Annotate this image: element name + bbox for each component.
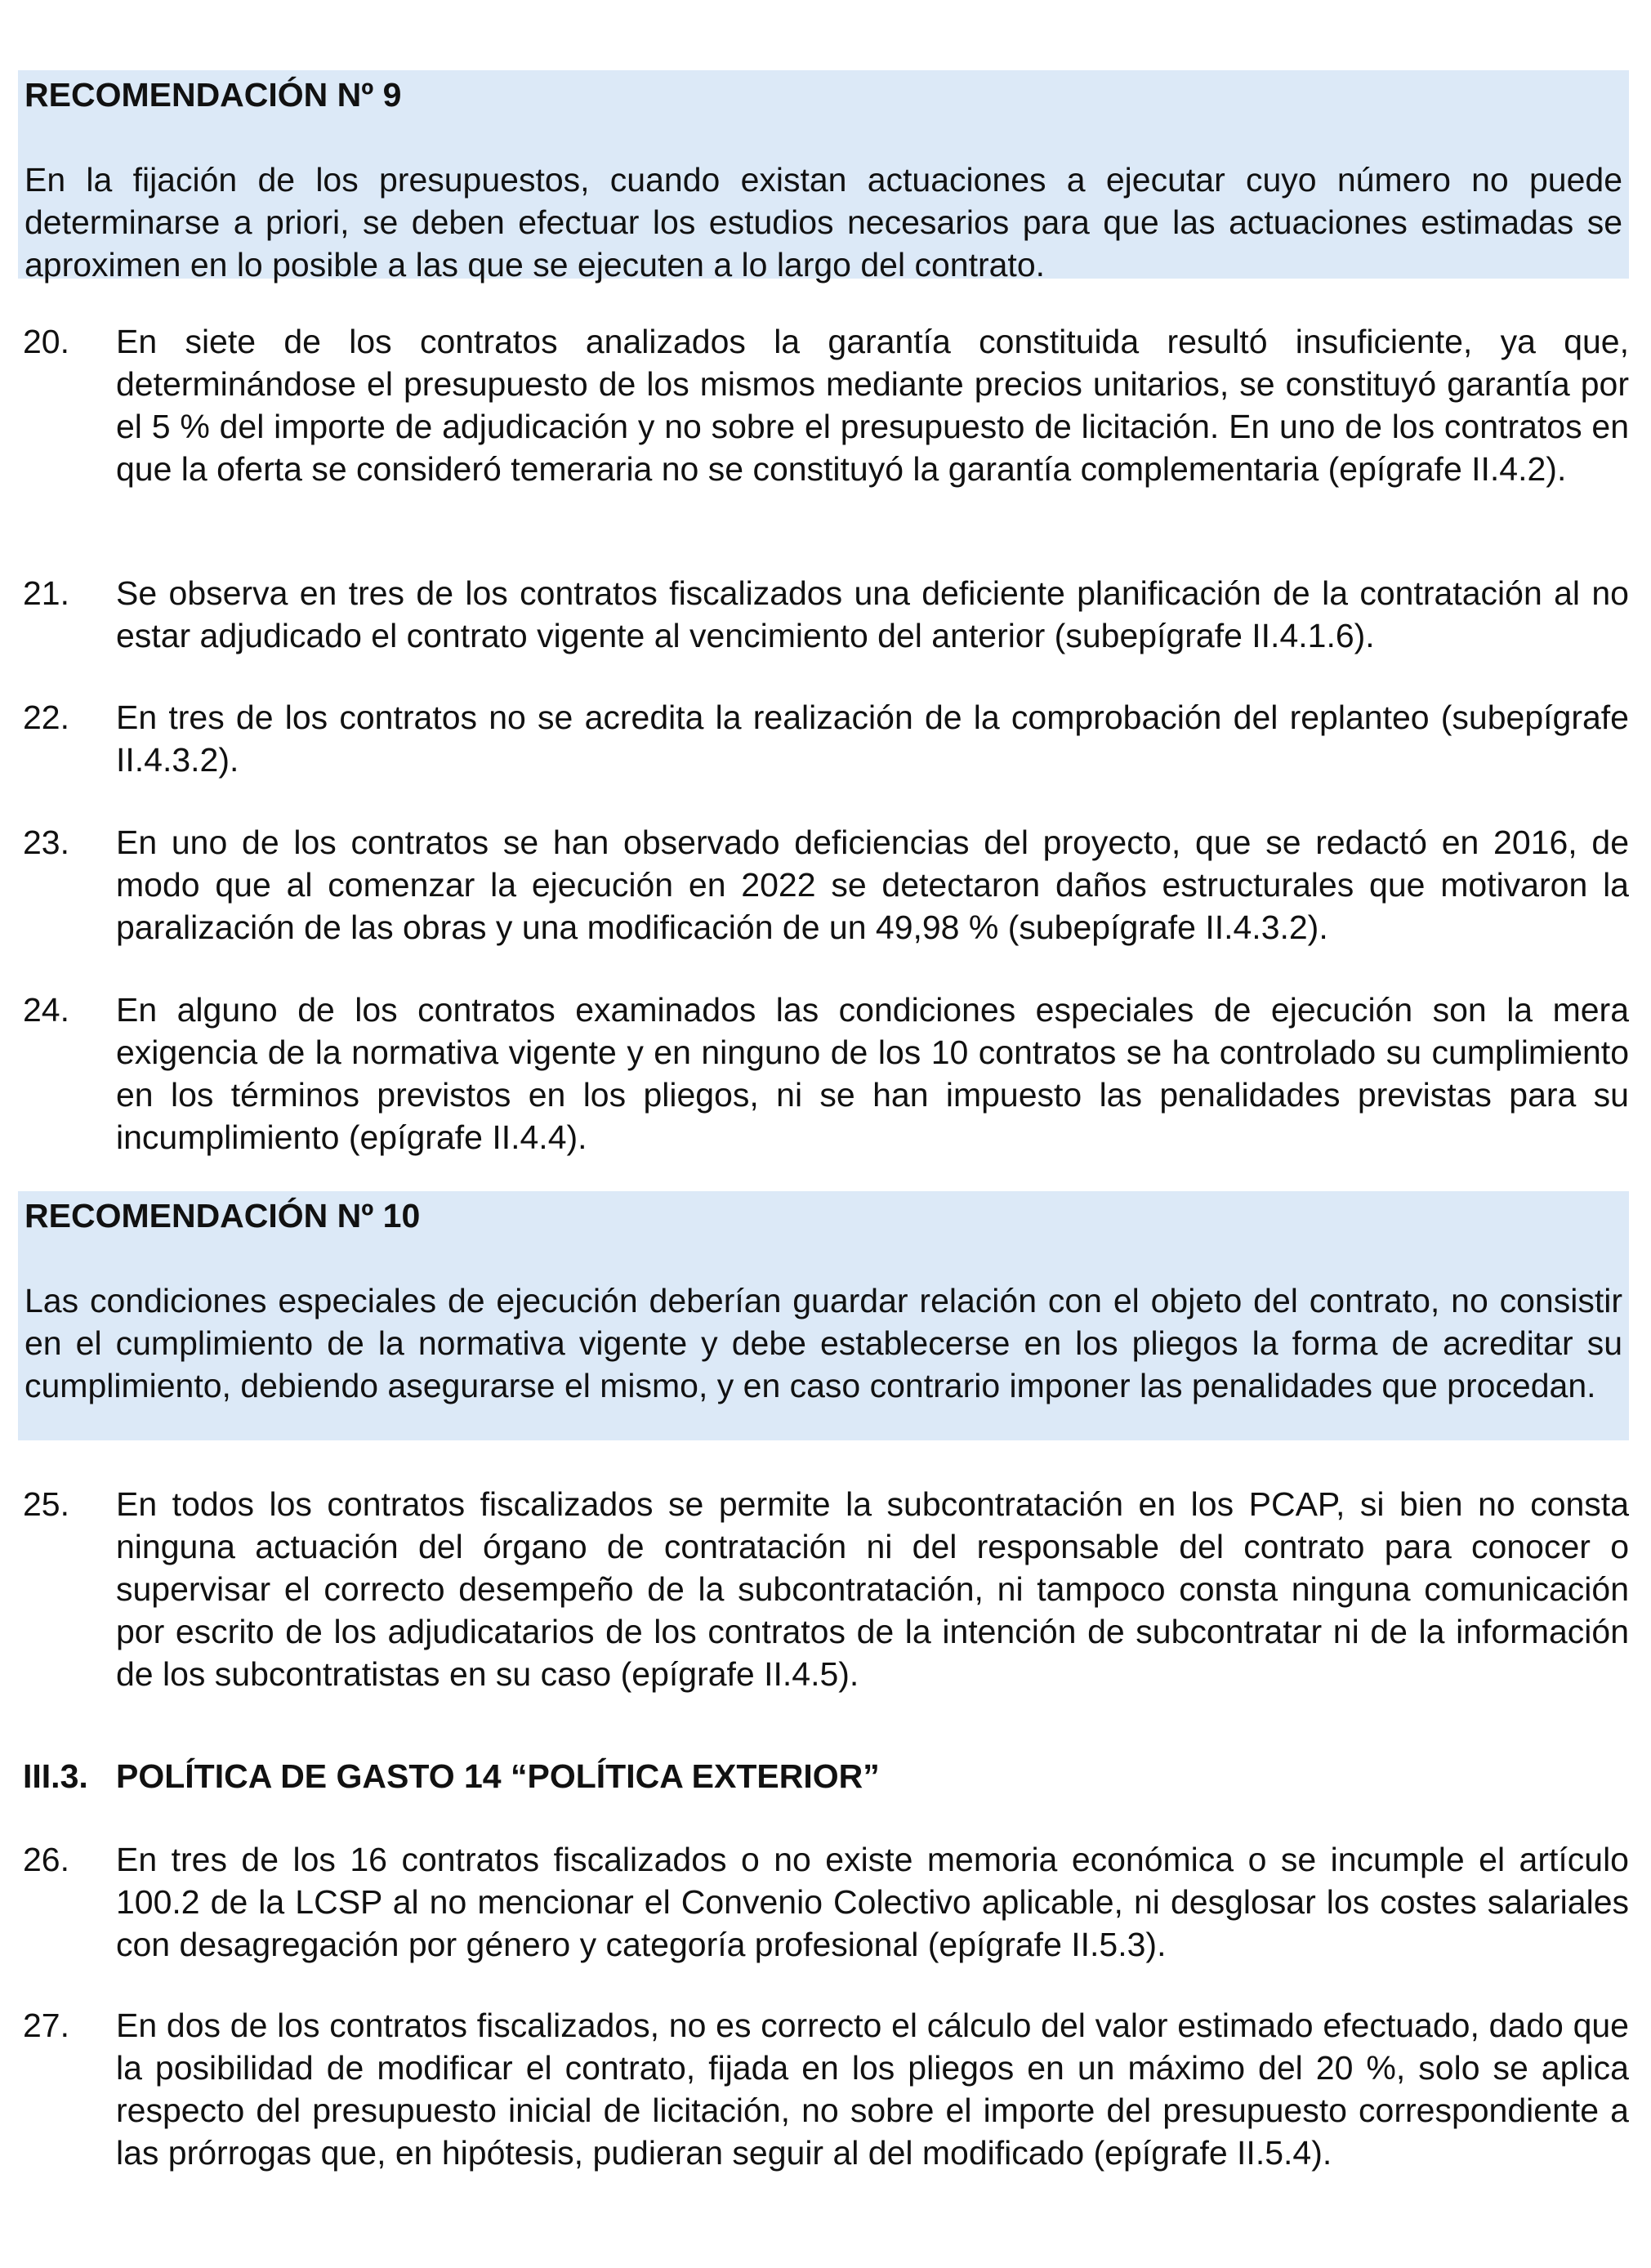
- item-text: En dos de los contratos fiscalizados, no es correcto el cálculo del valor estimado efectuado, dado que la posibilidad de modificar el contrato, fijada en los pliegos en un máximo del 20 %, solo se aplica respecto del presupuesto inicial de licitación, no sobre el importe del presupuesto correspondiente a las prórrogas que, en hipótesis, pudieran seguir al del modificado (epígrafe II.5.4).: [116, 2007, 1629, 2172]
- list-item: [23, 2004, 1629, 2174]
- recommendation-text: Las condiciones especiales de ejecución deberían guardar relación con el objeto del contrato, no consistir en el cumplimiento de la normativa vigente y debe establecerse en los pliegos la forma de acreditar su cumplimiento, debiendo asegurarse el mismo, y en caso contrario imponer las penalidades que procedan.: [25, 1282, 1622, 1404]
- item-number: 27.: [23, 2007, 69, 2044]
- item-text: En tres de los contratos no se acredita la realización de la comprobación del replanteo (subepígrafe II.4.3.2).: [116, 699, 1629, 779]
- list-item: [23, 320, 1629, 490]
- list-item: [23, 696, 1629, 781]
- recommendation-title: RECOMENDACIÓN Nº 9: [25, 76, 402, 114]
- section-number: III.3.: [23, 1757, 88, 1795]
- item-number: 24.: [23, 991, 69, 1029]
- list-item: [23, 989, 1629, 1159]
- item-number: 26.: [23, 1841, 69, 1878]
- item-number: 23.: [23, 824, 69, 861]
- item-number: 21.: [23, 574, 69, 612]
- section-title: POLÍTICA DE GASTO 14 “POLÍTICA EXTERIOR”: [116, 1757, 880, 1795]
- item-number: 25.: [23, 1485, 69, 1523]
- recommendation-box-10: [18, 1191, 1629, 1440]
- item-text: Se observa en tres de los contratos fiscalizados una deficiente planificación de la contratación al no estar adjudicado el contrato vigente al vencimiento del anterior (subepígrafe II.4.1.6).: [116, 574, 1629, 654]
- list-item: [23, 1838, 1629, 1966]
- recommendation-text: En la fijación de los presupuestos, cuando existan actuaciones a ejecutar cuyo número no puede determinarse a priori, se deben efectuar los estudios necesarios para que las actuaciones estimadas se aproximen en lo posible a las que se ejecuten a lo largo del contrato.: [25, 161, 1622, 284]
- section-heading: [23, 1755, 1629, 1797]
- item-text: En tres de los 16 contratos fiscalizados o no existe memoria económica o se incumple el artículo 100.2 de la LCSP al no mencionar el Convenio Colectivo aplicable, ni desglosar los costes salariales con desagregación por género y categoría profesional (epígrafe II.5.3).: [116, 1841, 1629, 1963]
- list-item: [23, 821, 1629, 949]
- item-text: En siete de los contratos analizados la garantía constituida resultó insuficiente, ya que, determinándose el presupuesto de los mismos mediante precios unitarios, se constituyó garantía por el 5 % del importe de adjudicación y no sobre el presupuesto de licitación. En uno de los contratos en que la oferta se consideró temeraria no se constituyó la garantía complementaria (epígrafe II.4.2).: [116, 323, 1629, 488]
- recommendation-box-9: [18, 70, 1629, 284]
- item-text: En alguno de los contratos examinados las condiciones especiales de ejecución son la mera exigencia de la normativa vigente y en ninguno de los 10 contratos se ha controlado su cumplimiento en los términos previstos en los pliegos, ni se han impuesto las penalidades previstas para su incumplimiento (epígrafe II.4.4).: [116, 991, 1629, 1156]
- list-item: [23, 572, 1629, 657]
- recommendation-title: RECOMENDACIÓN Nº 10: [25, 1197, 421, 1234]
- item-number: 20.: [23, 323, 69, 360]
- item-number: 22.: [23, 699, 69, 736]
- list-item: [23, 1483, 1629, 1695]
- item-text: En todos los contratos fiscalizados se permite la subcontratación en los PCAP, si bien no consta ninguna actuación del órgano de contratación ni del responsable del contrato para conocer o supervisar el correcto desempeño de la subcontratación, ni tampoco consta ninguna comunicación por escrito de los adjudicatarios de los contratos de la intención de subcontratar ni de la información de los subcontratistas en su caso (epígrafe II.4.5).: [116, 1485, 1629, 1693]
- item-text: En uno de los contratos se han observado deficiencias del proyecto, que se redactó en 2016, de modo que al comenzar la ejecución en 2022 se detectaron daños estructurales que motivaron la paralización de las obras y una modificación de un 49,98 % (subepígrafe II.4.3.2).: [116, 824, 1629, 946]
